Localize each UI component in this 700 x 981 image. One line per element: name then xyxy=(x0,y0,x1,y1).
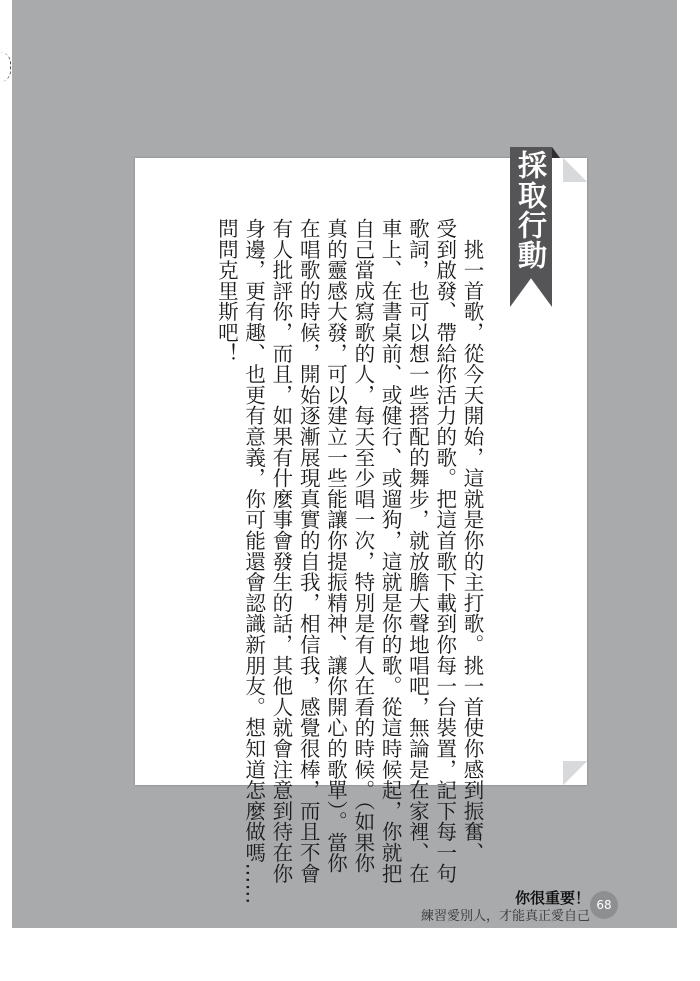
folded-corner-bottom-right xyxy=(563,761,587,785)
binding-edge-mark xyxy=(0,52,11,82)
book-title: 你很重要！ xyxy=(514,889,590,907)
section-title: 採取行動 xyxy=(514,150,548,270)
page-number-badge: 68 xyxy=(590,891,618,919)
folded-corner-top-right xyxy=(563,158,587,182)
ribbon-fold xyxy=(552,147,560,158)
body-text: 挑一首歌，從今天開始，這就是你的主打歌。挑一首使你感到振奮、 受到啟發、帶給你活力的歌。把這首歌下載到你每一台裝置，記下每一句 歌詞，也可以想一些搭配的舞步，就放膽大聲地唱吧，無論是在家裡、在 車上、在書桌前、或健行、或遛狗，這就是你的歌。從這時候起，你就把 自己當成寫歌的人，每天至少唱一次，特別是有人在看的時候。（如果你 真的靈感大發，可以建立一些能讓你提振精神、讓你開心的歌單）。當你 在唱歌的時候，開始逐漸展現真實的自我，相信我，感覺很棒，而且不會 有人批評你，而且，如果有什麼事會發生的話，其他人就會注意到待在你 身邊，更有趣、也更有意義，你可能還會認識新朋友。想知道怎麼做嗎…… 問問克里斯吧！ xyxy=(214,218,484,905)
book-subtitle: 練習愛別人，才能真正愛自己 xyxy=(420,909,590,924)
